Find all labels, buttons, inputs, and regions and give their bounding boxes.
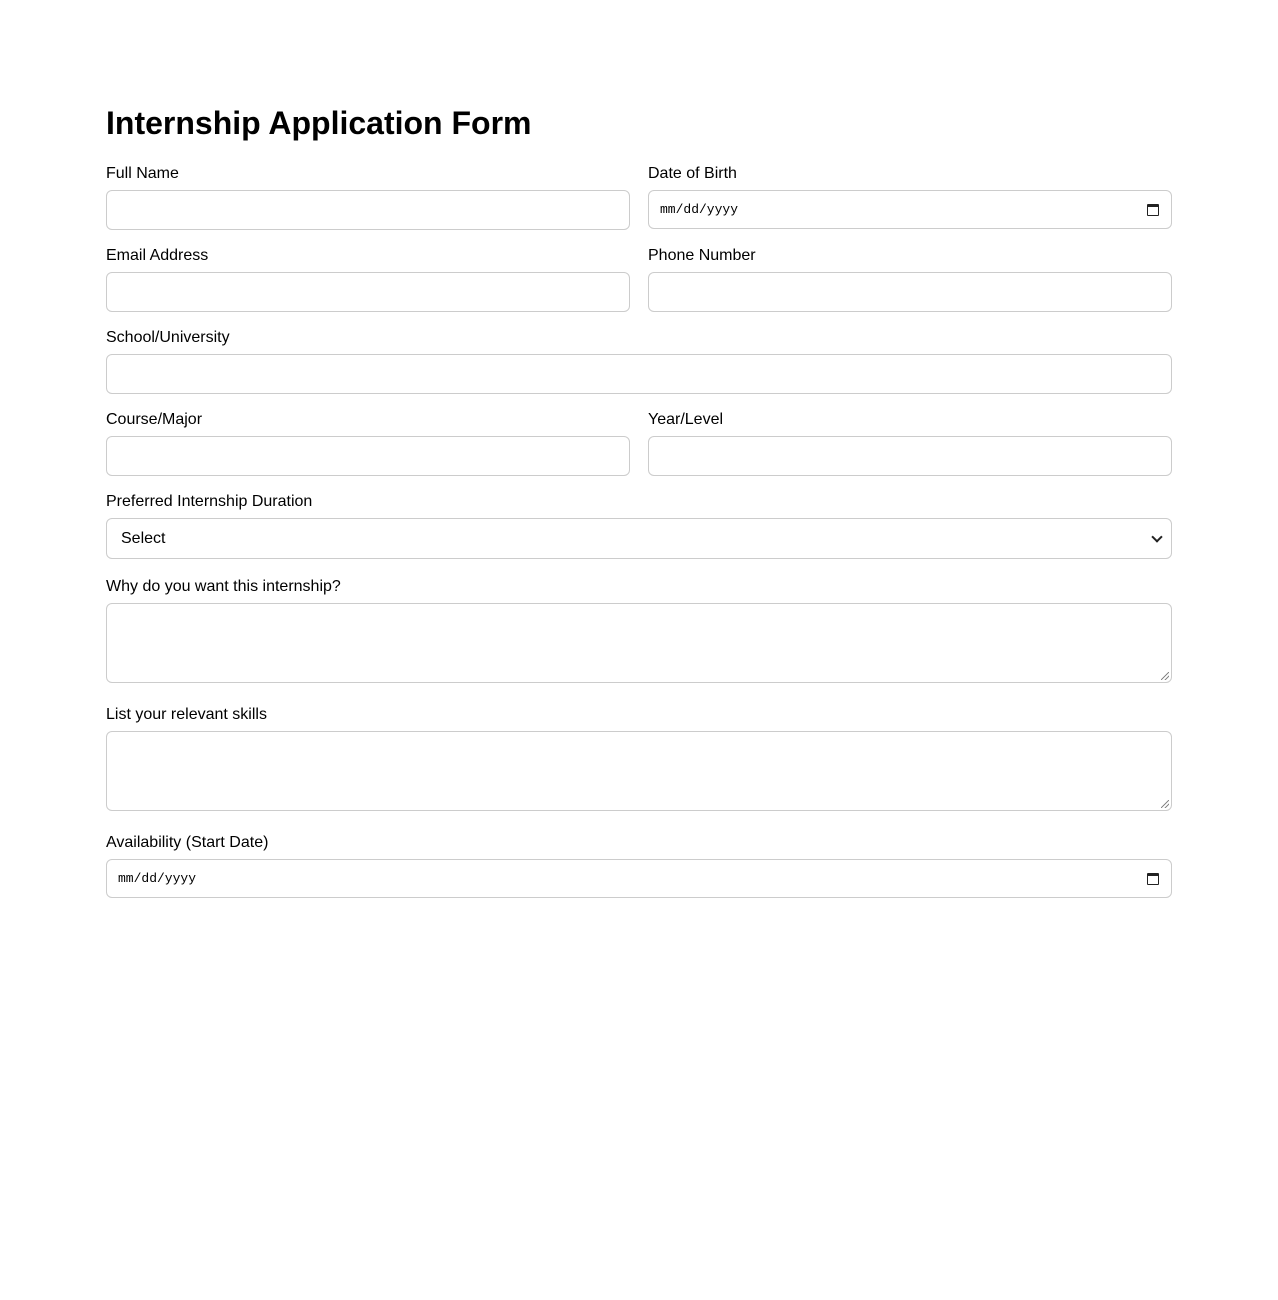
skills-label: List your relevant skills <box>106 706 267 723</box>
field-dob <box>648 164 1172 246</box>
chevron-down-icon <box>1151 531 1162 542</box>
field-why <box>106 577 1172 705</box>
resize-handle-icon[interactable] <box>1161 800 1169 808</box>
field-email <box>106 246 630 328</box>
phone-label: Phone Number <box>648 247 756 264</box>
page-title: Internship Application Form <box>106 105 532 141</box>
year-input[interactable] <box>648 436 1172 476</box>
phone-input[interactable] <box>648 272 1172 312</box>
full-name-input[interactable] <box>106 190 630 230</box>
why-label: Why do you want this internship? <box>106 578 341 595</box>
field-course <box>106 410 630 492</box>
calendar-icon[interactable] <box>1147 204 1159 216</box>
field-year <box>648 410 1172 492</box>
duration-select[interactable] <box>106 518 1172 559</box>
internship-form <box>106 104 1172 914</box>
availability-input[interactable] <box>106 859 1172 898</box>
email-input[interactable] <box>106 272 630 312</box>
dob-input[interactable] <box>648 190 1172 229</box>
field-school <box>106 328 1172 410</box>
field-phone <box>648 246 1172 328</box>
course-label: Course/Major <box>106 411 203 428</box>
course-input[interactable] <box>106 436 630 476</box>
year-label: Year/Level <box>648 411 724 428</box>
email-label: Email Address <box>106 247 209 264</box>
row-email-phone <box>106 246 1172 328</box>
row-name-dob <box>106 164 1172 246</box>
field-full-name <box>106 164 630 246</box>
dob-placeholder: mm/dd/yyyy <box>660 202 739 217</box>
field-duration <box>106 492 1172 577</box>
dob-label: Date of Birth <box>648 165 737 182</box>
full-name-label: Full Name <box>106 165 179 182</box>
duration-selected-value: Select <box>121 529 166 547</box>
school-input[interactable] <box>106 354 1172 394</box>
duration-label: Preferred Internship Duration <box>106 493 313 510</box>
field-skills <box>106 705 1172 833</box>
resize-handle-icon[interactable] <box>1161 672 1169 680</box>
availability-label: Availability (Start Date) <box>106 834 269 851</box>
calendar-icon[interactable] <box>1147 873 1159 885</box>
why-textarea[interactable] <box>106 603 1172 683</box>
school-label: School/University <box>106 329 230 346</box>
row-course-year <box>106 410 1172 492</box>
availability-placeholder: mm/dd/yyyy <box>118 871 197 886</box>
skills-textarea[interactable] <box>106 731 1172 811</box>
field-availability <box>106 833 1172 914</box>
